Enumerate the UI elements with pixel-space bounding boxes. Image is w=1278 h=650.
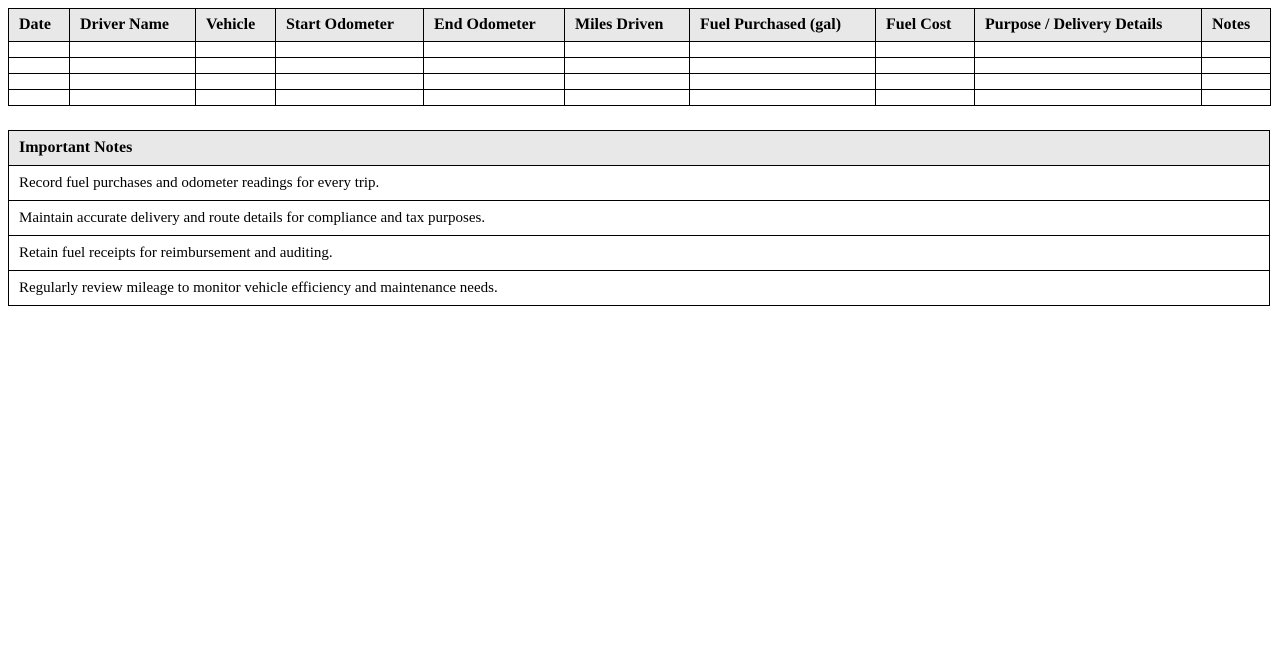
log-entry-cell[interactable] <box>70 74 196 90</box>
log-entry-row <box>9 90 1271 106</box>
log-entry-cell[interactable] <box>424 90 565 106</box>
column-header-end-odometer: End Odometer <box>424 9 565 42</box>
column-header-notes: Notes <box>1202 9 1271 42</box>
note-row <box>9 166 1270 201</box>
log-entry-cell[interactable] <box>70 90 196 106</box>
note-text: Maintain accurate delivery and route details for compliance and tax purposes. <box>9 201 1270 236</box>
log-entry-cell[interactable] <box>9 42 70 58</box>
log-entry-cell[interactable] <box>690 42 876 58</box>
log-entry-cell[interactable] <box>876 74 975 90</box>
column-header-fuel-cost: Fuel Cost <box>876 9 975 42</box>
note-text: Retain fuel receipts for reimbursement and auditing. <box>9 236 1270 271</box>
log-entry-cell[interactable] <box>1202 74 1271 90</box>
column-header-miles-driven: Miles Driven <box>565 9 690 42</box>
log-entry-cell[interactable] <box>565 90 690 106</box>
note-row <box>9 236 1270 271</box>
log-entry-cell[interactable] <box>690 58 876 74</box>
log-entry-cell[interactable] <box>975 74 1202 90</box>
log-entry-cell[interactable] <box>70 42 196 58</box>
log-entry-cell[interactable] <box>690 74 876 90</box>
log-entry-cell[interactable] <box>565 58 690 74</box>
log-entry-cell[interactable] <box>876 90 975 106</box>
log-entry-cell[interactable] <box>196 42 276 58</box>
log-entry-cell[interactable] <box>276 58 424 74</box>
column-header-vehicle: Vehicle <box>196 9 276 42</box>
log-entry-cell[interactable] <box>276 90 424 106</box>
log-entry-cell[interactable] <box>9 58 70 74</box>
note-row <box>9 271 1270 306</box>
notes-header-row <box>9 131 1270 166</box>
log-entry-cell[interactable] <box>196 58 276 74</box>
column-header-driver-name: Driver Name <box>70 9 196 42</box>
column-header-purpose: Purpose / Delivery Details <box>975 9 1202 42</box>
log-header-row <box>9 9 1271 42</box>
log-entry-cell[interactable] <box>565 42 690 58</box>
log-entry-cell[interactable] <box>276 42 424 58</box>
log-entry-cell[interactable] <box>690 90 876 106</box>
log-entry-cell[interactable] <box>70 58 196 74</box>
log-entry-cell[interactable] <box>565 74 690 90</box>
log-entry-row <box>9 74 1271 90</box>
log-entry-row <box>9 42 1271 58</box>
log-entry-cell[interactable] <box>1202 42 1271 58</box>
page-content <box>8 8 1270 306</box>
log-entry-cell[interactable] <box>975 58 1202 74</box>
note-row <box>9 201 1270 236</box>
vehicle-log-table <box>8 8 1271 106</box>
log-entry-cell[interactable] <box>1202 58 1271 74</box>
log-entry-cell[interactable] <box>196 90 276 106</box>
column-header-fuel-purchased: Fuel Purchased (gal) <box>690 9 876 42</box>
important-notes-table <box>8 130 1270 306</box>
column-header-date: Date <box>9 9 70 42</box>
log-entry-cell[interactable] <box>424 74 565 90</box>
log-entry-row <box>9 58 1271 74</box>
log-entry-cell[interactable] <box>424 42 565 58</box>
note-text: Record fuel purchases and odometer readings for every trip. <box>9 166 1270 201</box>
log-entry-cell[interactable] <box>876 58 975 74</box>
log-entry-cell[interactable] <box>424 58 565 74</box>
log-entry-cell[interactable] <box>1202 90 1271 106</box>
column-header-start-odometer: Start Odometer <box>276 9 424 42</box>
notes-header: Important Notes <box>9 131 1270 166</box>
log-entry-cell[interactable] <box>975 42 1202 58</box>
log-entry-cell[interactable] <box>876 42 975 58</box>
log-table-body <box>9 42 1271 106</box>
log-entry-cell[interactable] <box>9 74 70 90</box>
log-entry-cell[interactable] <box>9 90 70 106</box>
note-text: Regularly review mileage to monitor vehicle efficiency and maintenance needs. <box>9 271 1270 306</box>
log-entry-cell[interactable] <box>196 74 276 90</box>
log-entry-cell[interactable] <box>276 74 424 90</box>
log-entry-cell[interactable] <box>975 90 1202 106</box>
